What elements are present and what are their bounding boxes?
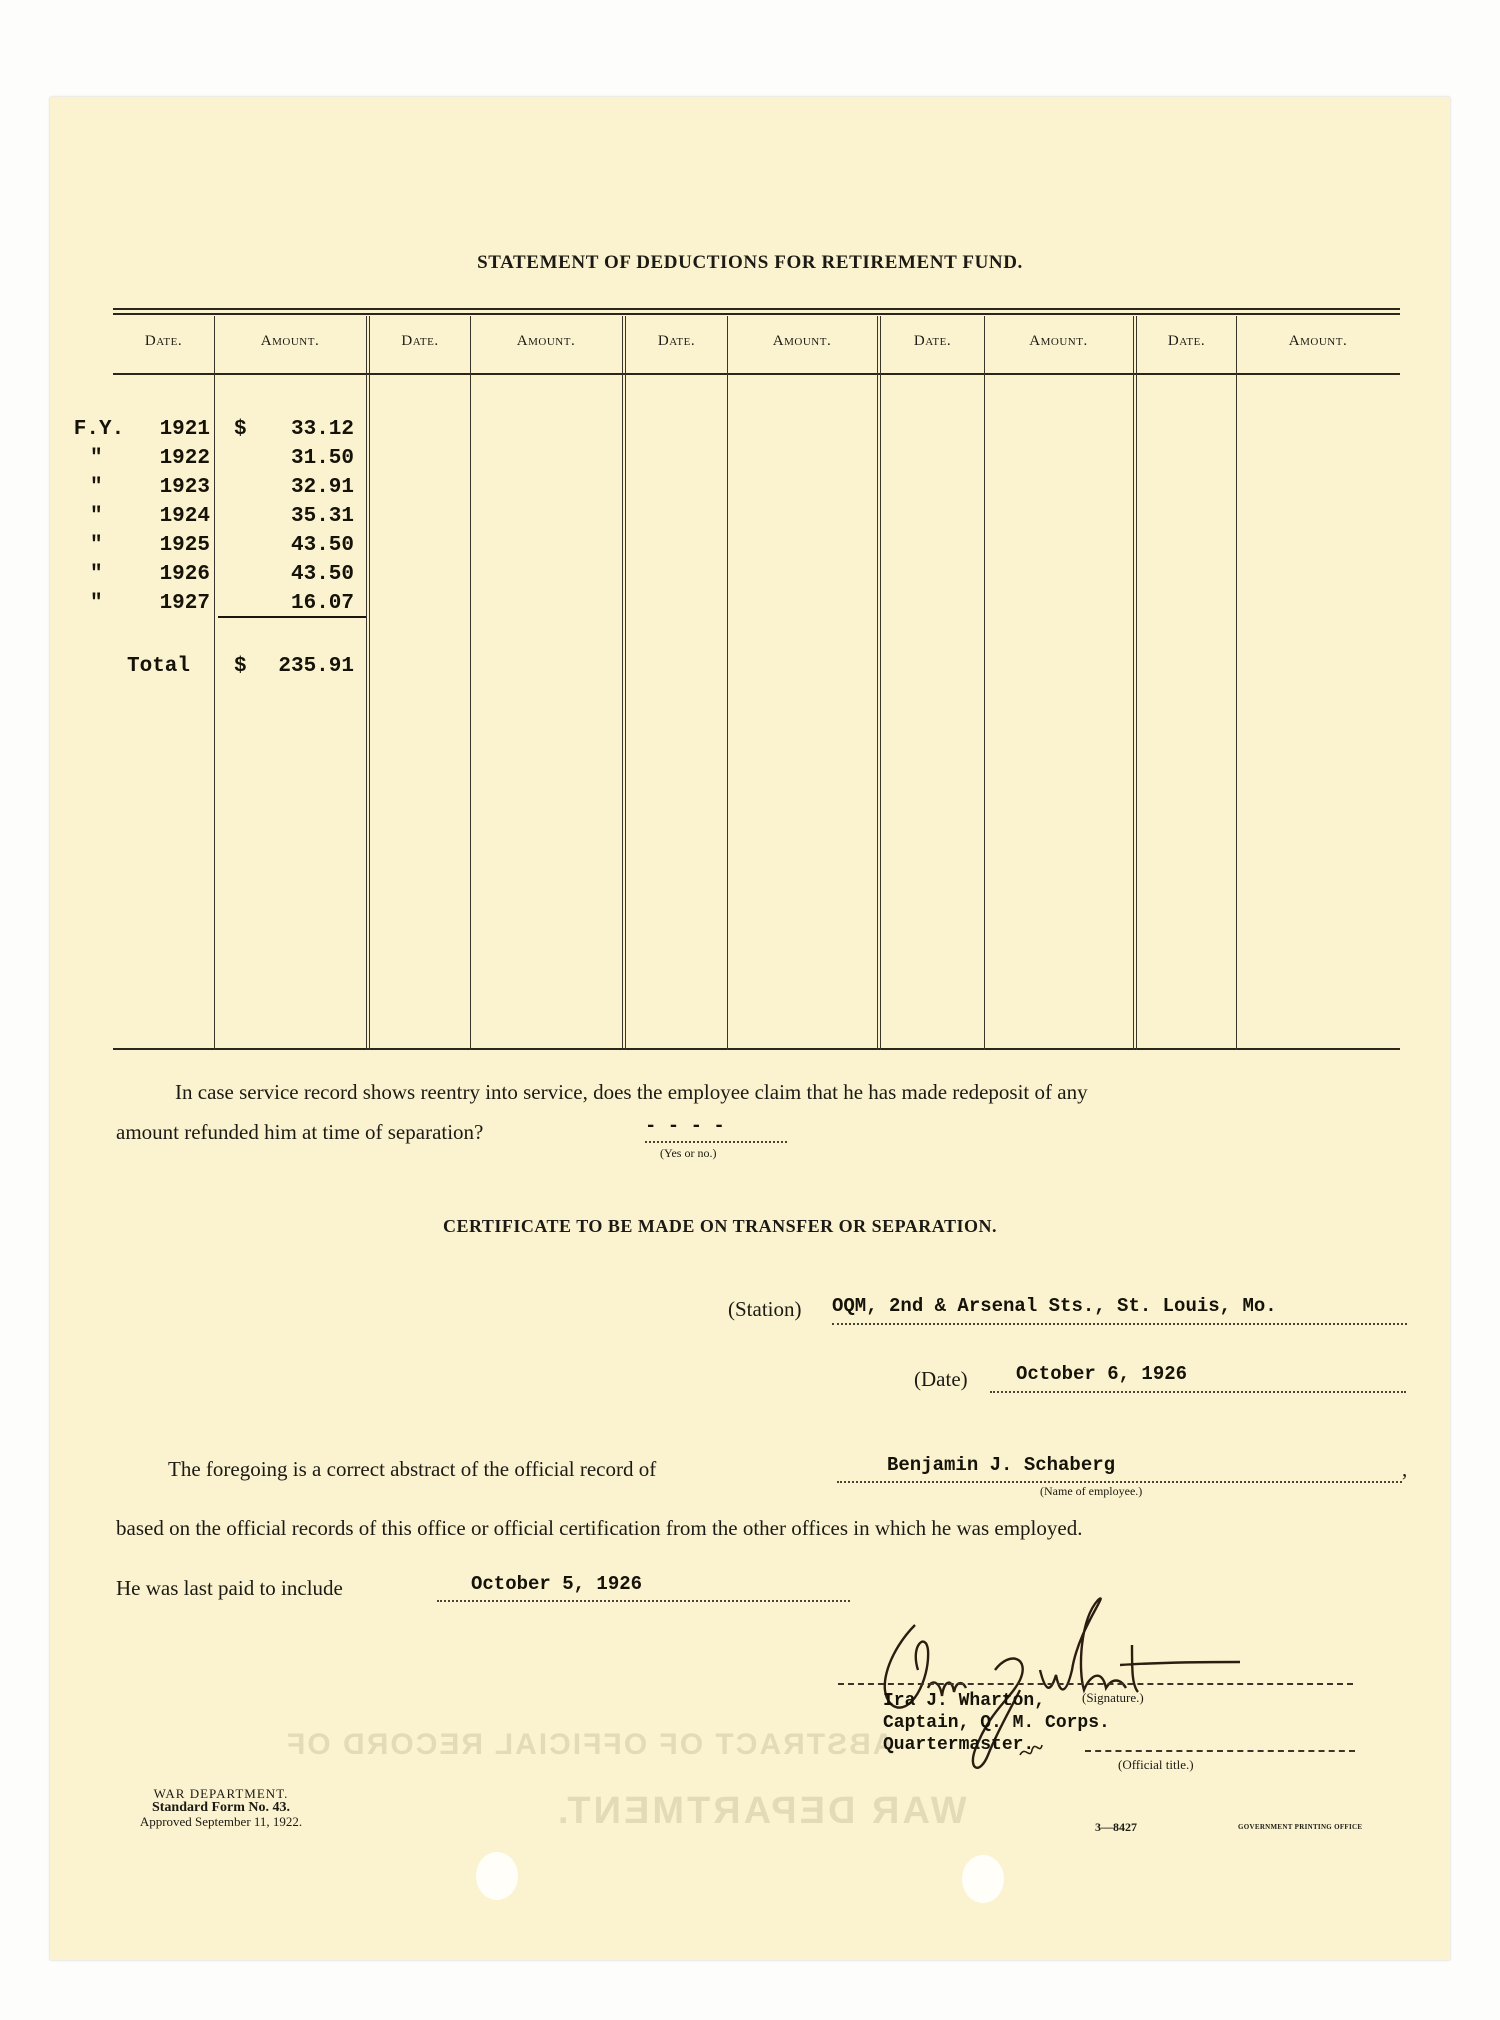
station-value: OQM, 2nd & Arsenal Sts., St. Louis, Mo. — [832, 1295, 1277, 1317]
table-bottom-rule — [113, 1048, 1400, 1050]
footer-form-number: Standard Form No. 43. — [151, 1800, 291, 1815]
table-top-rule-2 — [113, 313, 1400, 315]
last-paid-value: October 5, 1926 — [471, 1573, 643, 1595]
fiscal-year: 1923 — [159, 476, 210, 499]
ditto-mark: " — [90, 505, 103, 528]
certificate-heading: CERTIFICATE TO BE MADE ON TRANSFER OR SEPARATION. — [443, 1216, 997, 1236]
employee-name: Benjamin J. Schaberg — [887, 1454, 1116, 1476]
foregoing-text: The foregoing is a correct abstract of the official record of — [168, 1457, 657, 1481]
deduction-amount: 31.50 — [290, 447, 354, 470]
ditto-mark: " — [90, 534, 103, 557]
ditto-mark: " — [90, 563, 103, 586]
reentry-answer-field[interactable] — [645, 1115, 787, 1143]
column-header-amount: Amount. — [1288, 333, 1348, 349]
fiscal-year: 1926 — [159, 563, 210, 586]
employee-name-caption: (Name of employee.) — [1040, 1484, 1143, 1498]
column-header-date: Date. — [913, 333, 952, 349]
deduction-amount: 33.12 — [290, 418, 354, 441]
deduction-row — [70, 502, 210, 531]
reentry-answer-caption: (Yes or no.) — [660, 1146, 717, 1160]
signature-caption: (Signature.) — [1082, 1690, 1144, 1705]
column-divider — [727, 316, 728, 1050]
ditto-mark: " — [90, 447, 103, 470]
deduction-row — [70, 560, 210, 589]
official-title-caption: (Official title.) — [1118, 1757, 1194, 1772]
deduction-amount: 43.50 — [290, 534, 354, 557]
table-top-rule — [113, 308, 1400, 310]
deduction-amount-cell — [234, 560, 354, 589]
deduction-row — [70, 473, 210, 502]
fiscal-year: 1921 — [159, 418, 210, 441]
comma: , — [1402, 1457, 1408, 1481]
deduction-amount-cell — [234, 502, 354, 531]
column-header-date: Date. — [144, 333, 183, 349]
signer-title: Quartermaster. — [883, 1735, 1035, 1755]
sum-underline — [218, 616, 366, 618]
column-header-amount: Amount. — [772, 333, 832, 349]
deduction-amount-cell — [234, 531, 354, 560]
total-cell — [234, 652, 354, 681]
deduction-row — [70, 589, 210, 618]
column-header-amount: Amount. — [1029, 333, 1088, 349]
fiscal-year-prefix: F.Y. — [73, 418, 125, 441]
fiscal-year: 1925 — [159, 534, 210, 557]
column-divider — [470, 316, 471, 1050]
station-label: (Station) — [728, 1297, 802, 1321]
footer-department: WAR DEPARTMENT. — [153, 1786, 289, 1801]
column-divider — [214, 316, 215, 1050]
deduction-amount: 16.07 — [290, 592, 354, 615]
date-label: (Date) — [914, 1367, 968, 1391]
certificate-date-value: October 6, 1926 — [1016, 1363, 1188, 1385]
deduction-amount: 32.91 — [290, 476, 354, 499]
fiscal-year: 1927 — [159, 592, 210, 615]
column-divider-double — [1133, 316, 1137, 1050]
column-divider — [1236, 316, 1237, 1050]
bleed-through-heading: WAR DEPARTMENT. — [555, 1790, 967, 1832]
deduction-amount-cell — [234, 415, 354, 444]
column-header-amount: Amount. — [260, 333, 320, 349]
header-underline — [113, 373, 1400, 375]
fiscal-year: 1922 — [159, 447, 210, 470]
signer-name: Ira J. Wharton, — [883, 1691, 1046, 1711]
total-amount: 235.91 — [278, 655, 354, 678]
fiscal-year: 1924 — [159, 505, 210, 528]
column-header-date: Date. — [401, 333, 439, 349]
form-footer — [116, 1787, 326, 1829]
deduction-amount-cell — [234, 473, 354, 502]
ditto-mark: " — [90, 592, 103, 615]
punch-hole — [476, 1852, 518, 1900]
column-header-amount: Amount. — [516, 333, 576, 349]
station-field[interactable] — [832, 1295, 1407, 1325]
deduction-row — [70, 415, 210, 444]
column-divider-double — [366, 316, 370, 1050]
column-divider-double — [877, 316, 881, 1050]
deduction-amount-cell — [234, 444, 354, 473]
total-label: Total — [126, 655, 190, 678]
printer-name: GOVERNMENT PRINTING OFFICE — [1238, 1823, 1363, 1831]
column-divider — [984, 316, 985, 1050]
reentry-question-cont: amount refunded him at time of separation? — [116, 1120, 484, 1144]
form-title: STATEMENT OF DEDUCTIONS FOR RETIREMENT FUND. — [477, 252, 1023, 273]
based-on-text: based on the official records of this office or official certification from the other offices in which he was employed. — [116, 1516, 1083, 1540]
last-paid-text: He was last paid to include — [116, 1576, 343, 1600]
deduction-row — [70, 531, 210, 560]
official-title-line — [1085, 1750, 1355, 1752]
bleed-through-text: ABSTRACT OF OFFICIAL RECORD OF — [285, 1728, 895, 1761]
punch-hole — [962, 1855, 1004, 1903]
deduction-amount: 35.31 — [290, 505, 354, 528]
deduction-amount: 43.50 — [290, 563, 354, 586]
print-number: 3—8427 — [1095, 1820, 1137, 1834]
currency-symbol: $ — [234, 418, 247, 441]
employee-name-field[interactable] — [837, 1454, 1402, 1483]
signer-block — [883, 1690, 1110, 1756]
footer-approved-date: Approved September 11, 1922. — [139, 1814, 303, 1829]
column-divider-double — [622, 316, 626, 1050]
last-paid-field[interactable] — [437, 1573, 850, 1602]
ditto-mark: " — [90, 476, 103, 499]
signer-rank: Captain, Q. M. Corps. — [883, 1713, 1110, 1733]
currency-symbol: $ — [234, 655, 247, 678]
deduction-row — [70, 444, 210, 473]
reentry-question: In case service record shows reentry into service, does the employee claim that he has made redeposit of any — [175, 1080, 1088, 1104]
certificate-date-field[interactable] — [990, 1363, 1406, 1393]
deduction-amount-cell — [234, 589, 354, 618]
signature-line — [838, 1683, 1353, 1685]
reentry-answer: - - - - — [645, 1115, 725, 1137]
column-header-date: Date. — [1167, 333, 1206, 349]
column-header-date: Date. — [657, 333, 696, 349]
